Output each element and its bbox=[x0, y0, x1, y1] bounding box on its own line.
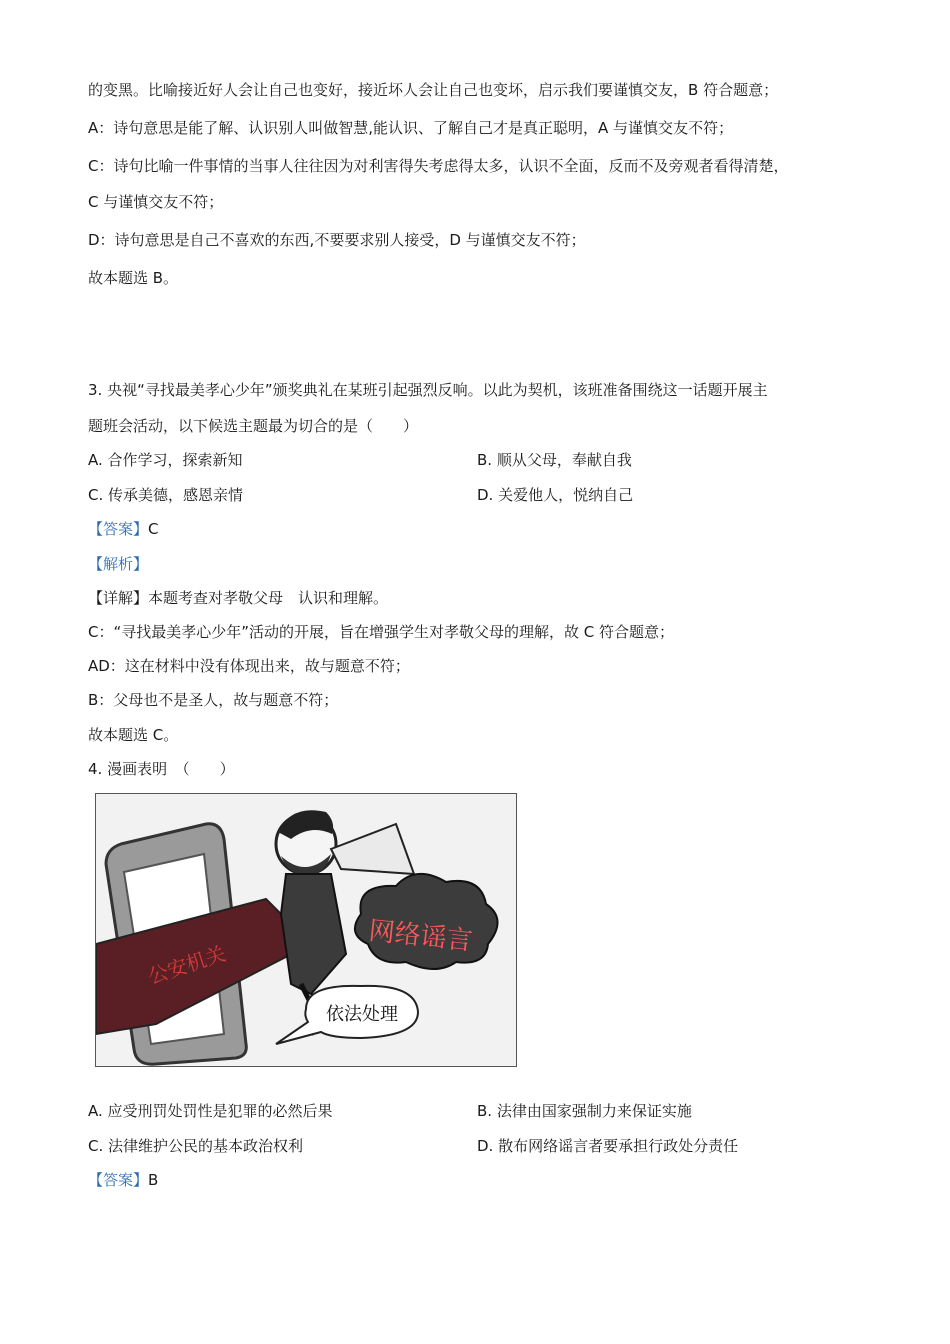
answer-tag: 【答案】 bbox=[88, 1171, 149, 1189]
man-body bbox=[281, 874, 346, 994]
q3-detail bbox=[88, 588, 388, 608]
detail-text: 本题考查对孝敬父母 认识和理解。 bbox=[148, 589, 389, 607]
q3-option-a: A. 合作学习，探索新知 bbox=[88, 451, 243, 469]
megaphone bbox=[331, 824, 414, 874]
q3-option-d: D. 关爱他人，悦纳自己 bbox=[477, 486, 634, 504]
q4-option-b: B. 法律由国家强制力来保证实施 bbox=[477, 1102, 692, 1120]
analysis-tag: 【解析】 bbox=[88, 555, 149, 573]
q4-answer bbox=[88, 1170, 158, 1190]
q3-analysis-tag bbox=[88, 554, 148, 574]
explanation-line: 的变黑。比喻接近好人会让自己也变好，接近坏人会让自己也变坏，启示我们要谨慎交友，B 符合题意； bbox=[88, 81, 779, 99]
q3-option-c: C. 传承美德，感恩亲情 bbox=[88, 486, 244, 504]
answer-value: C bbox=[148, 520, 159, 538]
explanation-line: D：诗句意思是自己不喜欢的东西,不要要求别人接受，D 与谨慎交友不符； bbox=[88, 231, 586, 249]
comic-illustration bbox=[95, 793, 517, 1067]
q4-option-d: D. 散布网络谣言者要承担行政处分责任 bbox=[477, 1137, 739, 1155]
answer-value: B bbox=[148, 1171, 159, 1189]
q4-stem: 4. 漫画表明 （ ） bbox=[88, 760, 235, 778]
explanation-line: C 与谨慎交友不符； bbox=[88, 193, 224, 211]
q3-conclusion: 故本题选 C。 bbox=[88, 726, 179, 744]
police-label: 公安机关 bbox=[145, 943, 229, 989]
q3-stem: 3. 央视“寻找最美孝心少年”颁奖典礼在某班引起强烈反响。以此为契机，该班准备围绕这一话题开展主 bbox=[88, 381, 768, 399]
q3-explanation-c: C：“寻找最美孝心少年”活动的开展，旨在增强学生对孝敬父母的理解，故 C 符合题意； bbox=[88, 623, 675, 641]
explanation-line: A：诗句意思是能了解、认识别人叫做智慧,能认识、了解自己才是真正聪明，A 与谨慎交友不符； bbox=[88, 119, 734, 137]
speech-label: 依法处理 bbox=[326, 1004, 398, 1024]
q4-option-c: C. 法律维护公民的基本政治权利 bbox=[88, 1137, 304, 1155]
rumor-label: 网络谣言 bbox=[367, 915, 474, 956]
q4-option-a: A. 应受刑罚处罚性是犯罪的必然后果 bbox=[88, 1102, 333, 1120]
detail-tag: 【详解】 bbox=[88, 589, 149, 607]
q3-option-b: B. 顺从父母，奉献自我 bbox=[477, 451, 632, 469]
q3-explanation-b: B：父母也不是圣人，故与题意不符； bbox=[88, 691, 339, 709]
explanation-conclusion: 故本题选 B。 bbox=[88, 269, 179, 287]
answer-tag: 【答案】 bbox=[88, 520, 149, 538]
explanation-line: C：诗句比喻一件事情的当事人往往因为对利害得失考虑得太多，认识不全面，反而不及旁观者看得清楚， bbox=[88, 157, 789, 175]
comic-drawing bbox=[96, 794, 516, 1066]
q3-answer bbox=[88, 519, 159, 539]
q3-stem: 题班会活动，以下候选主题最为切合的是（ ） bbox=[88, 417, 419, 435]
q3-explanation-ad: AD：这在材料中没有体现出来，故与题意不符； bbox=[88, 657, 410, 675]
